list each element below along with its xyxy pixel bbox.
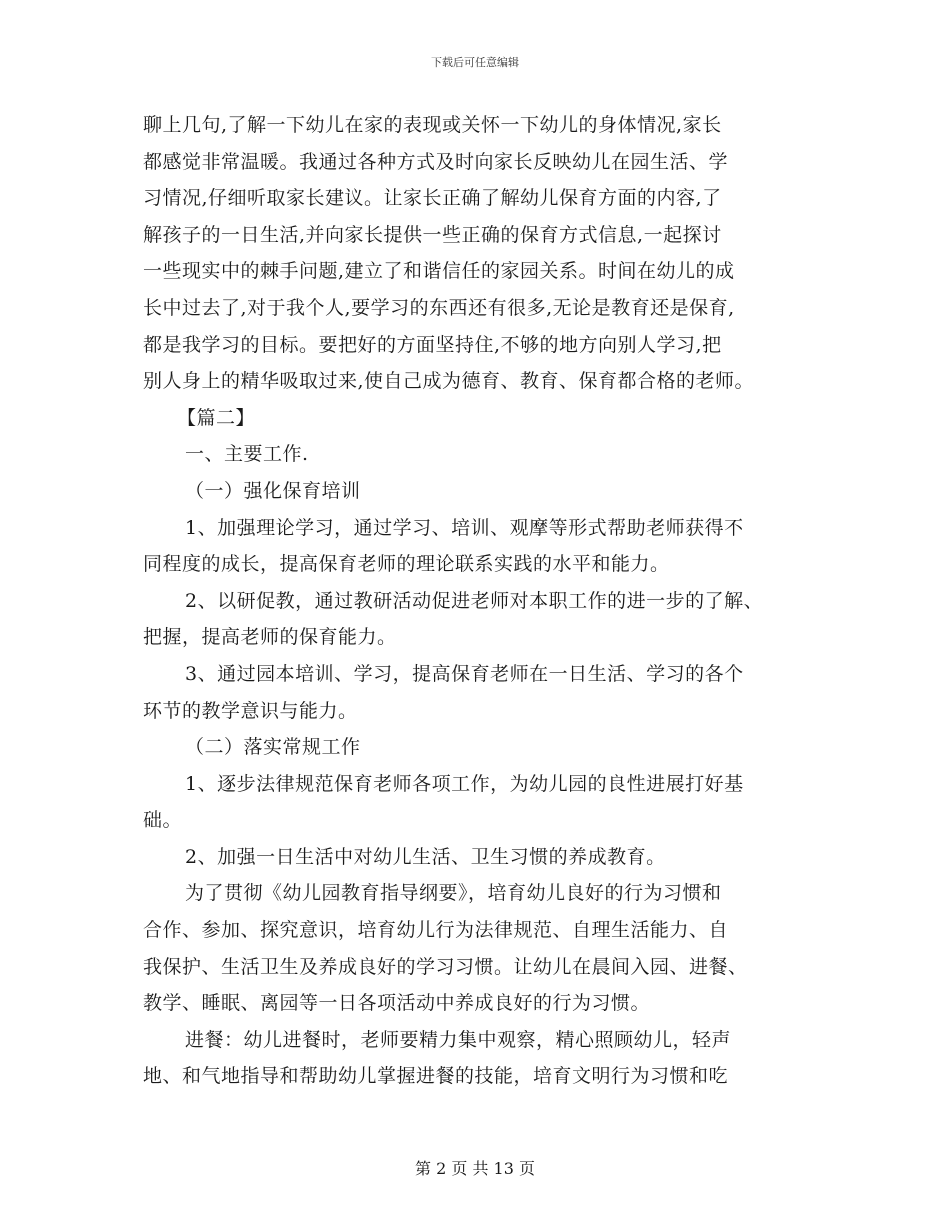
text-line: 习情况,仔细听取家长建议。让家长正确了解幼儿保育方面的内容,了 (143, 187, 722, 210)
text-line: 础。 (143, 809, 183, 832)
page-footer: 第 2 页 共 13 页 (415, 1159, 535, 1178)
text-line: 一、主要工作. (185, 443, 309, 466)
text-line: 2、加强一日生活中对幼儿生活、卫生习惯的养成教育。 (185, 845, 666, 868)
text-line: （二）落实常规工作 (185, 736, 361, 759)
text-line: 3、通过园本培训、学习，提高保育老师在一日生活、学习的各个 (185, 662, 744, 685)
text-line: 解孩子的一日生活,并向家长提供一些正确的保育方式信息,一起探讨 (143, 223, 722, 246)
text-line: 把握，提高老师的保育能力。 (143, 626, 397, 649)
text-line: 1、加强理论学习，通过学习、培训、观摩等形式帮助老师获得不 (185, 516, 744, 539)
text-line: 为了贯彻《幼儿园教育指导纲要》，培育幼儿良好的行为习惯和 (185, 882, 722, 905)
text-line: 一些现实中的棘手问题,建立了和谐信任的家园关系。时间在幼儿的成 (143, 260, 735, 283)
page-header: 下载后可任意编辑 (431, 56, 519, 69)
text-line: 同程度的成长，提高保育老师的理论联系实践的水平和能力。 (143, 553, 670, 576)
text-line: 进餐：幼儿进餐时，老师要精力集中观察，精心照顾幼儿，轻声 (185, 1028, 732, 1051)
text-line: 合作、参加、探究意识，培育幼儿行为法律规范、自理生活能力、自 (143, 919, 729, 942)
text-line: 1、逐步法律规范保育老师各项工作，为幼儿园的良性进展打好基 (185, 772, 744, 795)
text-line: 教学、睡眠、离园等一日各项活动中养成良好的行为习惯。 (143, 992, 651, 1015)
text-line: 聊上几句,了解一下幼儿在家的表现或关怀一下幼儿的身体情况,家长 (143, 114, 722, 136)
text-line: 都感觉非常温暖。我通过各种方式及时向家长反映幼儿在园生活、学 (143, 150, 729, 173)
text-line: 环节的教学意识与能力。 (143, 699, 358, 722)
text-line: 【篇二】 (177, 406, 256, 429)
text-line: 长中过去了,对于我个人,要学习的东西还有很多,无论是教育还是保育, (143, 296, 735, 319)
text-line: （一）强化保育培训 (185, 479, 361, 502)
text-line: 地、和气地指导和帮助幼儿掌握进餐的技能，培育文明行为习惯和吃 (143, 1065, 729, 1088)
text-line: 我保护、生活卫生及养成良好的学习习惯。让幼儿在晨间入园、进餐、 (143, 955, 748, 978)
document-body (143, 107, 823, 1095)
text-line: 别人身上的精华吸取过来,使自己成为德育、教育、保育都合格的老师。 (143, 370, 755, 393)
text-line: 2、以研促教，通过教研活动促进老师对本职工作的进一步的了解、 (185, 589, 764, 612)
text-line: 都是我学习的目标。要把好的方面坚持住,不够的地方向别人学习,把 (143, 333, 722, 356)
